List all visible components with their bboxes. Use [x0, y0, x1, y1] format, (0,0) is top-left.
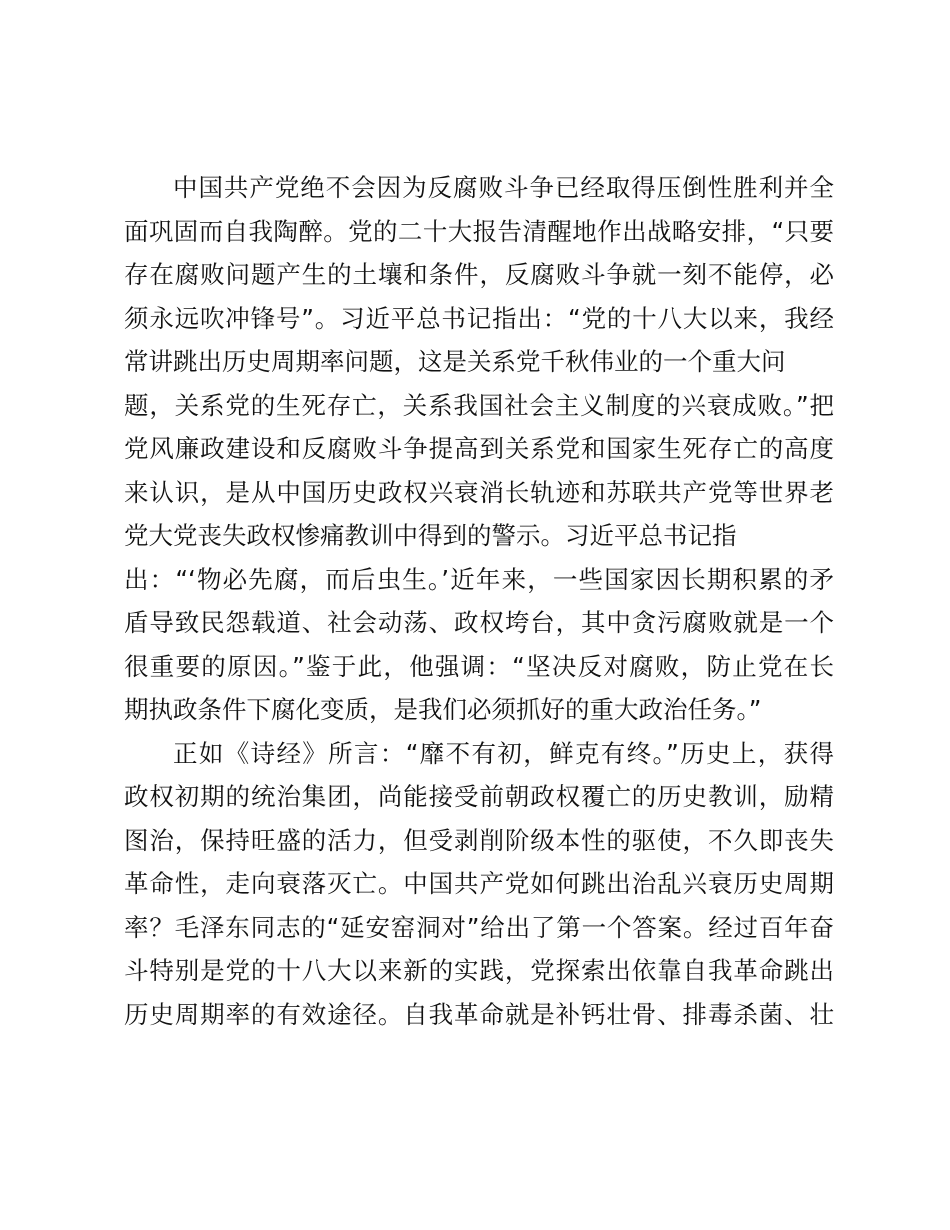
- text-line: 须永远吹冲锋号”。习近平总书记指出：“党的十八大以来，我经: [124, 303, 834, 333]
- text-line: 中国共产党绝不会因为反腐败斗争已经取得压倒性胜利并全: [173, 173, 834, 202]
- text-line: 政权初期的统治集团，尚能接受前朝政权覆亡的历史教训，励精: [124, 782, 834, 811]
- paragraph-1: [124, 166, 834, 732]
- text-line: 图治，保持旺盛的活力，但受剥削阶级本性的驱使，不久即丧失: [124, 825, 834, 855]
- text-line: 常讲跳出历史周期率问题，这是关系党千秋伟业的一个重大问: [124, 347, 786, 376]
- text-line: 党大党丧失政权惨痛教训中得到的警示。习近平总书记指: [124, 521, 737, 550]
- text-line: 斗特别是党的十八大以来新的实践，党探索出依靠自我革命跳出: [124, 956, 834, 985]
- body-text: [124, 166, 834, 1036]
- text-line: 盾导致民怨载道、社会动荡、政权垮台，其中贪污腐败就是一个: [124, 608, 834, 637]
- text-line: 革命性，走向衰落灭亡。中国共产党如何跳出治乱兴衰历史周期: [124, 869, 834, 898]
- paragraph-2: [124, 732, 834, 1037]
- text-line: 出：“‘物必先腐，而后虫生。’近年来，一些国家因长期积累的矛: [124, 564, 834, 594]
- text-line: 面巩固而自我陶醉。党的二十大报告清醒地作出战略安排，“只要: [124, 216, 834, 246]
- text-line: 党风廉政建设和反腐败斗争提高到关系党和国家生死存亡的高度: [124, 434, 834, 463]
- text-line: 率？毛泽东同志的“延安窑洞对”给出了第一个答案。经过百年奋: [124, 912, 834, 942]
- text-line: 正如《诗经》所言：“靡不有初，鲜克有终。”历史上，获得: [173, 738, 834, 768]
- text-line: 期执政条件下腐化变质，是我们必须抓好的重大政治任务。”: [124, 695, 762, 724]
- text-line: 来认识，是从中国历史政权兴衰消长轨迹和苏联共产党等世界老: [124, 477, 834, 507]
- text-line: 历史周期率的有效途径。自我革命就是补钙壮骨、排毒杀菌、壮: [124, 999, 834, 1029]
- text-line: 题，关系党的生死存亡，关系我国社会主义制度的兴衰成败。”把: [124, 390, 834, 420]
- text-line: 存在腐败问题产生的土壤和条件，反腐败斗争就一刻不能停，必: [124, 260, 834, 289]
- text-line: 很重要的原因。”鉴于此，他强调：“坚决反对腐败，防止党在长: [124, 651, 834, 681]
